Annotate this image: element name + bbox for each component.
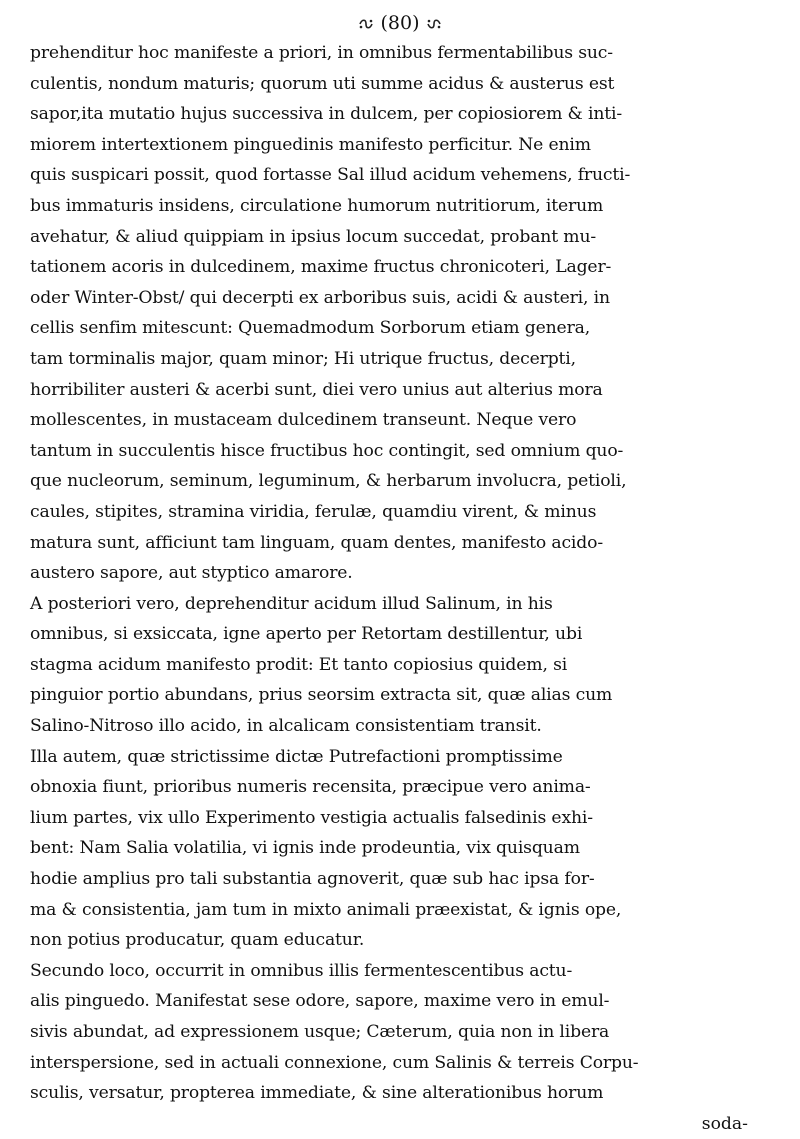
text-line: interspersione, sed in actuali connexione, cum Salinis & terreis Corpu- [30,1052,639,1073]
text-line: sculis, versatur, propterea immediate, & sine alterationibus horum [30,1083,604,1104]
text-line: sivis abundat, ad expressionem usque; Cæterum, quia non in libera [30,1022,610,1042]
text-line: alis pinguedo. Manifestat sese odore, sapore, maxime vero in emul- [30,991,610,1012]
text-line: bent: Nam Salia volatilia, vi ignis inde prodeuntia, vix quisquam [30,838,580,859]
text-line: tationem acoris in dulcedinem, maxime fructus chronicoteri, Lager- [30,257,612,278]
text-line: Illa autem, quæ strictissime dictæ Putrefactioni promptissime [30,746,563,767]
text-line: cellis senfim mitescunt: Quemadmodum Sorborum etiam genera, [30,318,591,339]
text-line: mollescentes, in mustaceam dulcedinem transeunt. Neque vero [30,410,577,431]
text-line: caules, stipites, stramina viridia, ferulæ, quamdiu virent, & minus [30,501,597,522]
text-line: bus immaturis insidens, circulatione humorum nutritiorum, iterum [30,195,604,216]
text-line: omnibus, si exsiccata, igne aperto per Retortam destillentur, ubi [30,624,583,645]
text-line: tam torminalis major, quam minor; Hi utrique fructus, decerpti, [30,348,576,369]
text-line: austero sapore, aut styptico amarore. [30,563,353,584]
text-line: obnoxia fiunt, prioribus numeris recensita, præcipue vero anima- [30,777,591,798]
text-line: hodie amplius pro tali substantia agnoverit, quæ sub hac ipsa for- [30,869,595,890]
fleuron-icon [426,18,442,30]
body-text [30,38,760,1109]
text-line: prehenditur hoc manifeste a priori, in omnibus fermentabilibus suc- [30,43,613,63]
text-line: stagma acidum manifesto prodit: Et tanto copiosius quidem, si [30,654,568,675]
page-header [40,8,760,38]
text-line: Salino-Nitroso illo acido, in alcalicam consistentiam transit. [30,716,542,737]
text-line: quis suspicari possit, quod fortasse Sal illud acidum vehemens, fructi- [30,165,631,186]
text-line: miorem intertextionem pinguedinis manifesto perficitur. Ne enim [30,134,591,155]
text-line: matura sunt, afficiunt tam linguam, quam dentes, manifesto acido- [30,532,603,553]
text-line: A posteriori vero, deprehenditur acidum illud Salinum, in his [30,593,553,614]
text-line: culentis, nondum maturis; quorum uti summe acidus & austerus est [30,73,615,94]
catchword: soda- [701,1113,748,1134]
text-line: non potius producatur, quam educatur. [30,930,365,951]
page-number: (80) [380,12,420,34]
text-line: horribiliter austeri & acerbi sunt, diei vero unius aut alterius mora [30,379,603,400]
text-line: avehatur, & aliud quippiam in ipsius locum succedat, probant mu- [30,226,597,247]
fleuron-icon [358,18,374,30]
text-line: lium partes, vix ullo Experimento vestigia actualis falsedinis exhi- [30,807,593,828]
text-line: tantum in succulentis hisce fructibus hoc contingit, sed omnium quo- [30,440,624,461]
text-line: que nucleorum, seminum, leguminum, & herbarum involucra, petioli, [30,471,627,492]
text-line: Secundo loco, occurrit in omnibus illis fermentescentibus actu- [30,960,573,981]
text-line: oder Winter-Obst/ qui decerpti ex arboribus suis, acidi & austeri, in [30,287,610,308]
text-line: ma & consistentia, jam tum in mixto animali præexistat, & ignis ope, [30,899,622,920]
text-line: pinguior portio abundans, prius seorsim extracta sit, quæ alias cum [30,685,613,706]
text-line: sapor,ita mutatio hujus successiva in dulcem, per copiosiorem & inti- [30,104,623,125]
